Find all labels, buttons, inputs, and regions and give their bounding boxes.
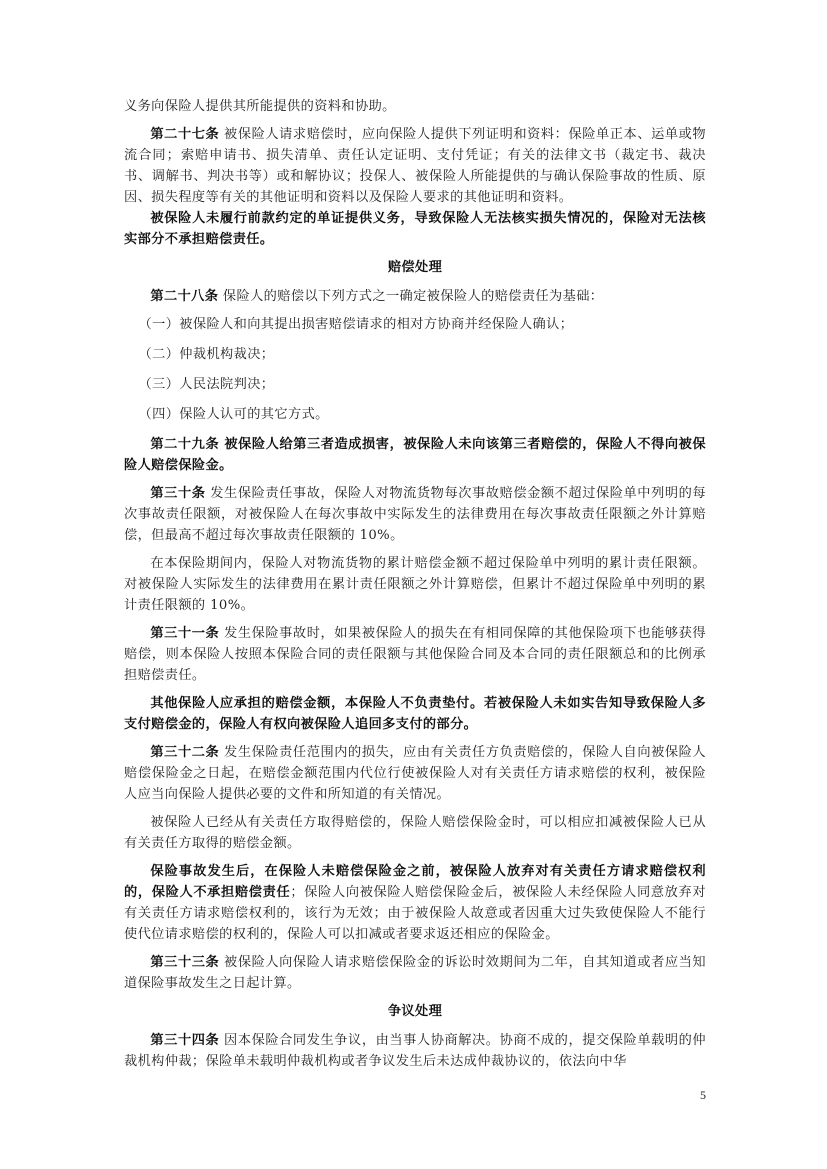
article-label: 第二十七条 — [150, 127, 220, 142]
article-label: 第三十一条 — [150, 626, 220, 641]
document-page — [124, 96, 706, 1079]
article-31 — [124, 623, 706, 686]
list-item: （四）保险人认可的其它方式。 — [138, 407, 329, 422]
article-text: 发生保险责任事故，保险人对物流货物每次事故赔偿金额不超过保险单中列明的每次事故责任限额，对被保险人在每次事故中实际发生的法律费用在每次事故责任限额之外计算赔偿，但最高不超过每次事故责任限额的 10%。 — [124, 486, 706, 543]
paragraph-continuation: 义务向保险人提供其所能提供的资料和协助。 — [124, 99, 396, 114]
mixed-paragraph — [124, 861, 706, 945]
article-32 — [124, 742, 706, 805]
list-item: （三）人民法院判决； — [138, 377, 275, 392]
article-29: 第二十九条 被保险人给第三者造成损害，被保险人未向该第三者赔偿的，保险人不得向被保险人赔偿保险金。 — [124, 437, 706, 473]
article-30 — [124, 483, 706, 546]
article-text: 发生保险责任范围内的损失，应由有关责任方负责赔偿的，保险人自向被保险人赔偿保险金之日起，在赔偿金额范围内代位行使被保险人对有关责任方请求赔偿的权利，被保险人应当向保险人提供必要的文件和所知道的有关情况。 — [124, 745, 707, 802]
article-label: 第三十四条 — [150, 1033, 220, 1048]
article-label: 第三十条 — [150, 486, 206, 501]
paragraph: 被保险人已经从有关责任方取得赔偿的，保险人赔偿保险金时，可以相应扣减被保险人已从有关责任方取得的赔偿金额。 — [124, 815, 706, 851]
article-text: 因本保险合同发生争议，由当事人协商解决。协商不成的，提交保险单载明的仲裁机构仲裁；保险单未载明仲裁机构或者争议发生后未达成仲裁协议的，依法向中华 — [124, 1033, 707, 1069]
page-number: 5 — [700, 1088, 706, 1102]
article-text: 被保险人向保险人请求赔偿保险金的诉讼时效期间为二年，自其知道或者应当知道保险事故发生之日起计算。 — [124, 955, 707, 991]
bold-clause: 保险事故发生后，在保险人未赔偿保险金之前，被保险人放弃对有关责任方请求赔偿权利的，保险人不承担赔偿责任 — [124, 864, 706, 900]
article-text: 发生保险事故时，如果被保险人的损失在有相同保障的其他保险项下也能够获得赔偿，则本保险人按照本保险合同的责任限额与其他保险合同及本合同的责任限额总和的比例承担赔偿责任。 — [124, 626, 707, 683]
article-text: 被保险人请求赔偿时，应向保险人提供下列证明和资料：保险单正本、运单或物流合同；索赔申请书、损失清单、责任认定证明、支付凭证；有关的法律文书（裁定书、裁决书、调解书、判决书等）或和解协议；投保人、被保险人所能提供的与确认保险事故的性质、原因、损失程度等有关的其他证明和资料以及保险人要求的其他证明和资料。 — [124, 127, 707, 205]
article-label: 第二十八条 — [150, 289, 219, 304]
article-27 — [124, 124, 706, 208]
paragraph: 在本保险期间内，保险人对物流货物的累计赔偿金额不超过保险单中列明的累计责任限额。对被保险人实际发生的法律费用在累计责任限额之外计算赔偿，但累计不超过保险单中列明的累计责任限额的 10%。 — [124, 556, 706, 613]
section-heading-claims: 赔偿处理 — [387, 260, 443, 275]
article-label: 第三十二条 — [150, 745, 220, 760]
bold-clause: 其他保险人应承担的赔偿金额，本保险人不负责垫付。若被保险人未如实告知导致保险人多支付赔偿金的，保险人有权向被保险人追回多支付的部分。 — [124, 696, 706, 732]
article-text: 保险人的赔偿以下列方式之一确定被保险人的赔偿责任为基础： — [218, 289, 604, 304]
article-28 — [124, 286, 706, 307]
section-heading-disputes: 争议处理 — [387, 1004, 443, 1019]
list-item: （一）被保险人和向其提出损害赔偿请求的相对方协商并经保险人确认； — [138, 317, 574, 332]
article-33 — [124, 952, 706, 994]
bold-clause: 被保险人未履行前款约定的单证提供义务，导致保险人无法核实损失情况的，保险对无法核实部分不承担赔偿责任。 — [124, 211, 706, 247]
list-item: （二）仲裁机构裁决； — [138, 347, 275, 362]
article-34 — [124, 1030, 706, 1072]
paragraph-text: ；保险人向被保险人赔偿保险金后，被保险人未经保险人同意放弃对有关责任方请求赔偿权利的，该行为无效；由于被保险人故意或者因重大过失致使保险人不能行使代位请求赔偿的权利的，保险人可以扣减或者要求返还相应的保险金。 — [124, 885, 706, 942]
article-label: 第三十三条 — [150, 955, 220, 970]
